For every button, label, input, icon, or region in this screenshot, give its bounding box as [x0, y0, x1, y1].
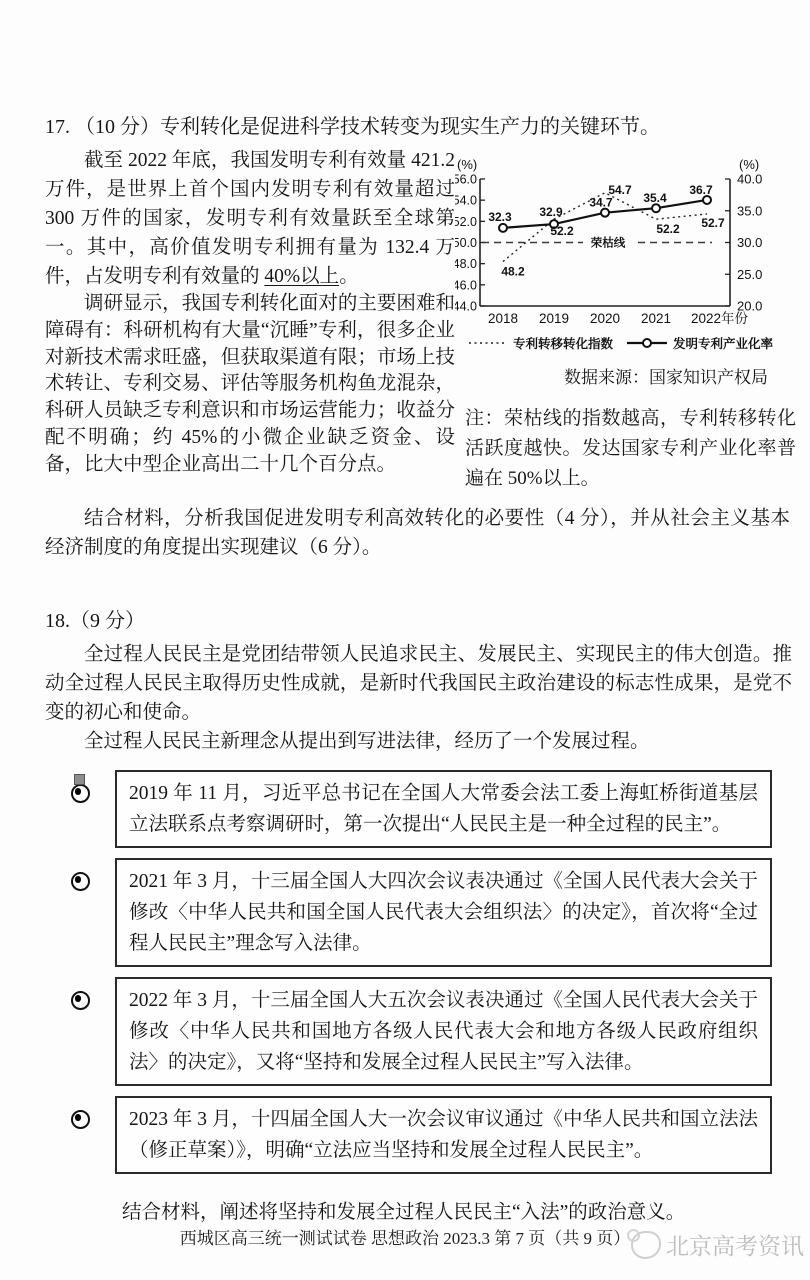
svg-text:52.2: 52.2 — [656, 222, 680, 237]
svg-text:48.2: 48.2 — [501, 264, 525, 279]
timeline-bullet-icon — [71, 1110, 90, 1129]
chart-data-source: 数据来源：国家知识产权局 — [564, 368, 768, 387]
svg-text:52.2: 52.2 — [550, 224, 574, 239]
timeline-row — [45, 858, 792, 967]
question-17-body — [45, 146, 796, 494]
svg-text:40.0: 40.0 — [737, 171, 763, 187]
svg-text:35.0: 35.0 — [737, 203, 763, 219]
svg-text:2019: 2019 — [538, 311, 570, 326]
question-17-title: 17. （10 分）专利转化是促进科学技术转变为现实生产力的关键环节。 — [45, 116, 660, 138]
question-17 — [45, 112, 796, 562]
svg-text:2022年份: 2022年份 — [691, 311, 749, 326]
timeline-bullet-icon — [71, 872, 90, 891]
svg-text:52.7: 52.7 — [701, 215, 725, 230]
svg-text:30.0: 30.0 — [737, 235, 763, 250]
q17-paragraph-1 — [45, 146, 455, 291]
svg-text:32.9: 32.9 — [539, 205, 563, 220]
timeline-bullet-cell — [45, 977, 115, 1010]
svg-text:44.0: 44.0 — [455, 299, 477, 314]
timeline-item-2023: 2023 年 3 月，十四届全国人大一次会议审议通过《中华人民共和国立法法（修正草案）》，明确“立法应当坚持和发展全过程人民民主”。 — [115, 1096, 772, 1174]
svg-text:54.7: 54.7 — [608, 182, 632, 197]
watermark-text: 北京高考资讯 — [666, 1233, 804, 1259]
question-17-text-column — [45, 146, 455, 494]
q17-task: 结合材料，分析我国促进发明专利高效转化的必要性（4 分），并从社会主义基本经济制度的角度提出实现建议（6 分）。 — [45, 508, 790, 558]
timeline-row — [45, 770, 792, 848]
q18-paragraph-2: 全过程人民民主新理念从提出到写进法律，经历了一个发展过程。 — [84, 731, 650, 752]
svg-text:50.0: 50.0 — [455, 236, 477, 250]
svg-text:52.0: 52.0 — [455, 214, 477, 229]
timeline-bullet-icon — [71, 991, 90, 1010]
timeline-item-2022: 2022 年 3 月，十三届全国人大五次会议表决通过《全国人民代表大会关于修改〈中华人民共和国地方各级人民代表大会和地方各级人民政府组织法〉的决定》，又将“坚持和发展全过程人民民主”写入法律。 — [115, 977, 772, 1086]
q17-paragraph-1-text: 截至 2022 年底，我国发明专利有效量 421.2 万件，是世界上首个国内发明专利有效量超过 300 万件的国家，发明专利有效量跃至全球第一。其中，高价值发明专利拥有量为 132.4 万件，占发明专利有效量的 — [45, 150, 455, 287]
svg-text:专利转移转化指数: 专利转移转化指数 — [513, 337, 614, 351]
timeline-row — [45, 977, 792, 1086]
svg-text:2020: 2020 — [589, 311, 621, 326]
svg-text:荣枯线: 荣枯线 — [590, 237, 626, 250]
timeline-pin-bullet-icon — [71, 784, 90, 803]
svg-text:46.0: 46.0 — [455, 278, 477, 293]
underlined-text: 40%以上 — [264, 266, 340, 287]
svg-text:20.0: 20.0 — [737, 298, 763, 314]
timeline-row — [45, 1096, 792, 1174]
svg-text:25.0: 25.0 — [737, 266, 763, 282]
timeline-item-2019: 2019 年 11 月，习近平总书记在全国人大常委会法工委上海虹桥街道基层立法联系点考察调研时，第一次提出“人民民主是一种全过程的民主”。 — [115, 770, 772, 848]
watermark — [631, 1228, 804, 1261]
q17-paragraph-2: 调研显示，我国专利转化面对的主要困难和障碍有：科研机构有大量“沉睡”专利，很多企业对新技术需求旺盛，但获取渠道有限；市场上技术转让、专利交易、评估等服务机构鱼龙混杂，科研人员缺乏专利意识和市场运营能力；收益分配不明确；约 45%的小微企业缺乏资金、设备，比大中型企业高出二十几个百分点。 — [45, 293, 455, 475]
svg-text:56.0: 56.0 — [455, 172, 477, 187]
watermark-logo-icon — [631, 1231, 661, 1259]
page-footer: 西城区高三统一测试试卷 思想政治 2023.3 第 7 页（共 9 页） — [179, 1229, 631, 1248]
svg-text:54.0: 54.0 — [455, 193, 477, 208]
svg-text:36.7: 36.7 — [689, 182, 713, 197]
question-18 — [45, 606, 792, 1227]
timeline-bullet-cell — [45, 858, 115, 891]
svg-text:35.4: 35.4 — [643, 191, 667, 206]
svg-text:2018: 2018 — [487, 311, 519, 326]
svg-text:发明专利产业化率: 发明专利产业化率 — [673, 337, 774, 351]
q17-paragraph-1-end: 。 — [339, 266, 359, 287]
q18-task: 结合材料，阐述将坚持和发展全过程人民民主“入法”的政治意义。 — [122, 1202, 686, 1223]
svg-text:34.7: 34.7 — [589, 195, 613, 210]
patent-chart-figure — [455, 146, 802, 494]
chart-note: 注：荣枯线的指数越高，专利转移转化活跃度越快。发达国家专利产业化率普遍在 50%以上。 — [465, 408, 796, 489]
timeline-item-2021: 2021 年 3 月，十三届全国人大四次会议表决通过《全国人民代表大会关于修改〈中华人民共和国全国人民代表大会组织法〉的决定》，首次将“全过程人民民主”理念写入法律。 — [115, 858, 772, 967]
timeline-bullet-cell — [45, 770, 115, 803]
svg-text:48.0: 48.0 — [455, 257, 477, 272]
timeline — [45, 770, 792, 1174]
svg-text:32.3: 32.3 — [488, 209, 512, 224]
svg-text:(%): (%) — [457, 157, 478, 172]
svg-text:(%): (%) — [739, 157, 760, 172]
question-18-title: 18.（9 分） — [45, 610, 145, 632]
patent-line-chart — [455, 156, 802, 358]
svg-text:2021: 2021 — [640, 311, 672, 326]
timeline-bullet-cell — [45, 1096, 115, 1129]
q18-paragraph-1: 全过程人民民主是党团结带领人民追求民主、发展民主、实现民主的伟大创造。推动全过程人民民主取得历史性成就，是新时代我国民主政治建设的标志性成果，是党不变的初心和使命。 — [45, 644, 792, 723]
